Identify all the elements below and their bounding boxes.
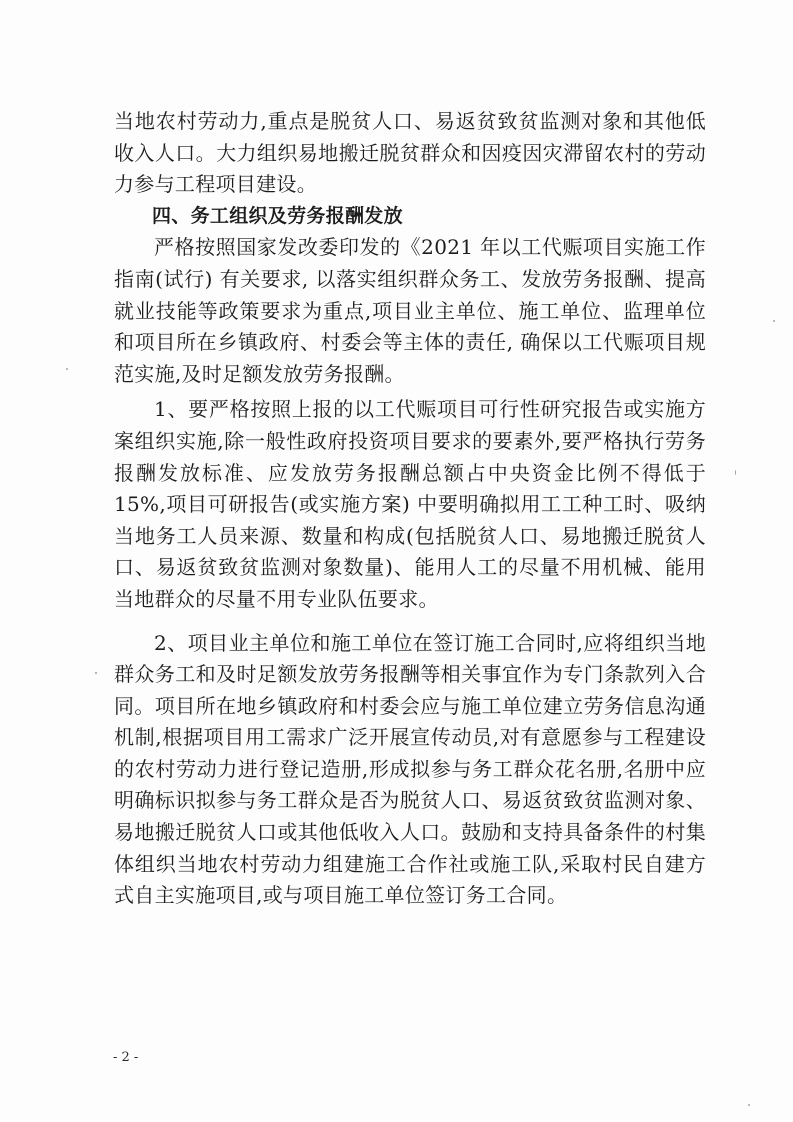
- item-2-paragraph: 2、项目业主单位和施工单位在签订施工合同时,应将组织当地群众务工和及时足额发放劳务报酬等相关事宜作为专门条款列入合同。项目所在地乡镇政府和村委会应与施工单位建立劳务信息沟通机制,根据项目用工需求广泛开展宣传动员,对有意愿参与工程建设的农村劳动力进行登记造册,形成拟参与务工群众花名册,名册中应明确标识拟参与务工群众是否为脱贫人口、易返贫致贫监测对象、易地搬迁脱贫人口或其他低收入人口。鼓励和支持具备条件的村集体组织当地农村劳动力组建施工合作社或施工队,采取村民自建方式自主实施项目,或与项目施工单位签订务工合同。: [114, 630, 706, 908]
- scan-speck: [95, 672, 97, 674]
- document-body: [114, 106, 706, 912]
- page-number: - 2 -: [113, 1050, 139, 1065]
- continuation-paragraph: 当地农村劳动力,重点是脱贫人口、易返贫致贫监测对象和其他低收入人口。大力组织易地搬迁脱贫群众和因疫因灾滞留农村的劳动力参与工程项目建设。: [114, 109, 706, 197]
- scan-speck: [66, 368, 68, 370]
- scan-speck: [748, 1104, 750, 1106]
- section-heading: 四、务工组织及劳务报酬发放: [152, 204, 403, 227]
- scan-speck: [773, 320, 775, 322]
- item-1-paragraph: 1、要严格按照上报的以工代赈项目可行性研究报告或实施方案组织实施,除一般性政府投资项目要求的要素外,要严格执行劳务报酬发放标准、应发放劳务报酬总额占中央资金比例不得低于 15%,项目可研报告(或实施方案) 中要明确拟用工工种工时、吸纳当地务工人员来源、数量和构成(包括脱贫人口、易地搬迁脱贫人口、易返贫致贫监测对象数量)、能用人工的尽量不用机械、能用当地群众的尽量不用专业队伍要求。: [114, 397, 706, 611]
- scan-speck: [735, 470, 736, 475]
- section-intro-paragraph: 严格按照国家发改委印发的《2021 年以工代赈项目实施工作指南(试行) 有关要求, 以落实组织群众务工、发放劳务报酬、提高就业技能等政策要求为重点,项目业主单位、施工单位、监理单位和项目所在乡镇政府、村委会等主体的责任, 确保以工代赈项目规范实施,及时足额发放劳务报酬。: [114, 235, 706, 386]
